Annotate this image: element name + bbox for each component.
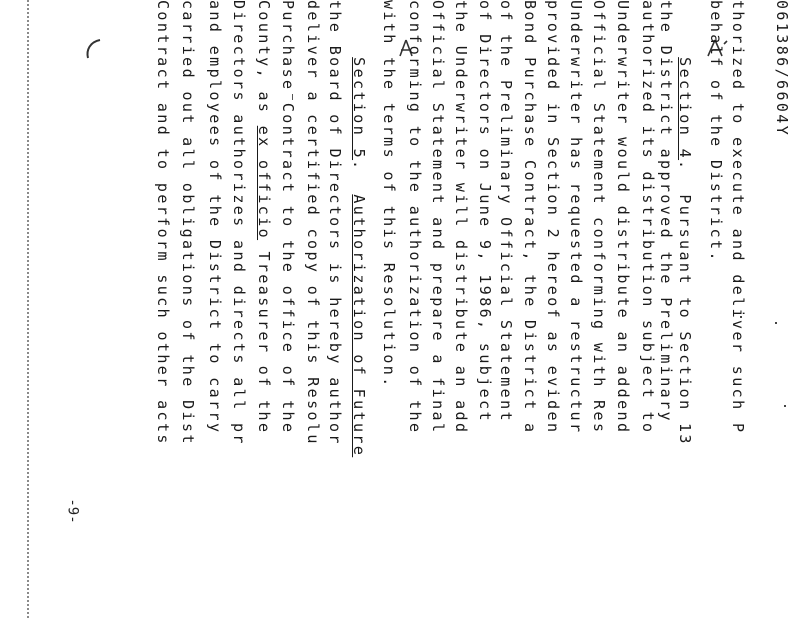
document-reference: 061386/6604Y — [773, 0, 791, 138]
line-text: Underwriter would distribute an addend — [614, 0, 632, 435]
body-line — [351, 0, 366, 457]
body-line — [708, 0, 723, 263]
binder-margin-dots — [27, 0, 29, 618]
line-text: provided in Section 2 hereof as eviden — [544, 0, 562, 435]
line-text: of Directors on June 9, 1986, subject — [476, 0, 494, 435]
scan-speck — [775, 322, 777, 324]
line-text: of the Preliminary Official Statement — [497, 0, 515, 435]
body-line — [522, 0, 537, 434]
body-line — [498, 0, 513, 434]
body-line — [381, 0, 396, 389]
underlined-text: Section 5 — [350, 57, 368, 161]
scan-speck — [784, 405, 786, 407]
line-text: conforming to the authorization of the — [406, 0, 424, 435]
line-text: . — [350, 160, 368, 195]
body-line — [453, 0, 468, 434]
line-text: authorized its distribution subject to — [639, 0, 657, 435]
body-line — [231, 0, 246, 446]
body-line — [407, 0, 422, 434]
body-line — [430, 0, 445, 434]
line-text: Official Statement and prepare a final — [429, 0, 447, 435]
line-text — [350, 0, 368, 57]
line-text: the Board of Directors is hereby author — [326, 0, 344, 446]
line-text: behalf of the District. — [707, 0, 725, 263]
body-line — [677, 0, 692, 446]
body-line — [730, 0, 745, 434]
line-text: and employees of the District to carry — [206, 0, 224, 435]
line-text: with the terms of this Resolution. — [380, 0, 398, 389]
body-line — [640, 0, 655, 434]
body-line — [477, 0, 492, 434]
line-text: Contract and to perform such other acts — [154, 0, 172, 446]
underlined-text: ex officio — [255, 125, 273, 241]
line-text: deliver a certified copy of this Resolu — [304, 0, 322, 446]
line-text: carried out all obligations of the Dist — [179, 0, 197, 446]
body-line — [615, 0, 630, 434]
body-line — [591, 0, 606, 434]
line-text: . Pursuant to Section 13 — [676, 160, 694, 446]
line-text: the Underwriter will distribute an add — [452, 0, 470, 435]
line-text: Directors authorizes and directs all pr — [230, 0, 248, 446]
line-text: Bond Purchase Contract, the District a — [521, 0, 539, 435]
body-line — [545, 0, 560, 434]
page-number: -9- — [64, 498, 81, 524]
punch-hole-mark-1 — [84, 38, 104, 60]
line-text: Purchase Contract to the office of the — [279, 0, 297, 435]
body-line — [207, 0, 222, 434]
underlined-text: Authorization of Future — [350, 194, 368, 458]
body-line — [155, 0, 170, 446]
body-line — [305, 0, 320, 446]
body-line — [327, 0, 342, 446]
line-text: Treasurer of the — [255, 240, 273, 435]
line-text: Underwriter has requested a restructur — [567, 0, 585, 435]
body-line — [256, 0, 271, 434]
line-text: the District approved the Preliminary — [657, 0, 675, 435]
body-line — [180, 0, 195, 446]
line-text — [676, 0, 694, 57]
line-text: County, as — [255, 0, 273, 126]
body-line — [658, 0, 673, 434]
underlined-text: Section 4 — [676, 57, 694, 161]
line-text: Official Statement conforming with Res — [590, 0, 608, 435]
body-line — [568, 0, 583, 434]
line-text: thorized to execute and deliver such P — [729, 0, 747, 435]
body-line — [280, 0, 295, 434]
